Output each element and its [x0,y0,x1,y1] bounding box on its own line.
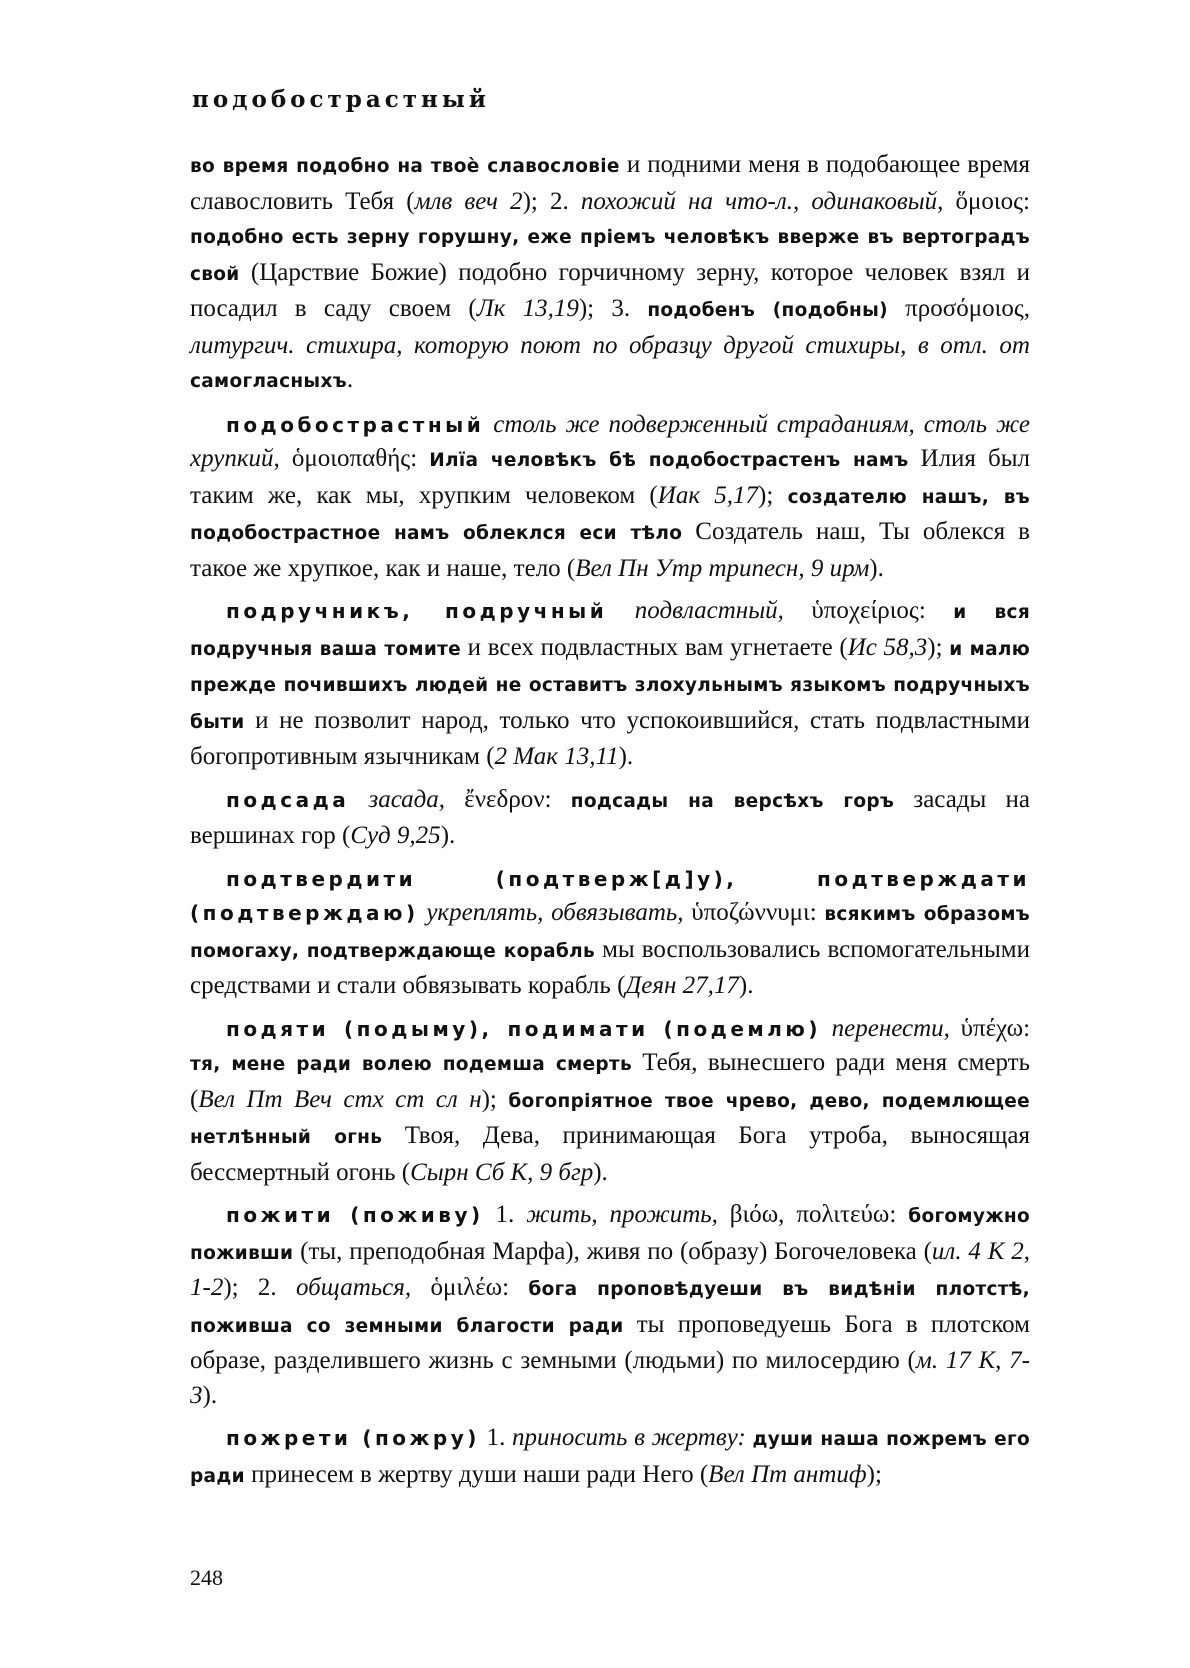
plain-text: ); [927,633,950,661]
plain-text: (Царствие Божие) подобно горчичному зерну, которое человек взял и посадил в саду своем ( [190,258,1030,322]
headword: пожити (поживу) [226,1203,484,1227]
plain-text: ). [869,554,884,582]
italic-text: Иак 5,17 [657,481,759,509]
plain-text: Тебя, вынесшего ради меня смерть ( [190,1049,1030,1113]
plain-text: Илия был таким же, как мы, хрупким человеком ( [190,445,1031,509]
plain-text: (ты, преподобная Марфа), живя по (образу) Богочеловека ( [293,1237,932,1265]
slavonic-quote: подсады на версѣхъ горъ [570,790,895,812]
slavonic-quote: бога проповѣдуеши въ видѣніи плотстѣ, поживша со земными благости ради [190,1279,1031,1337]
plain-text: ). [440,822,456,849]
plain-text: и всех подвластных вам угнетаете ( [460,633,848,661]
italic-text: перенести, [831,1014,961,1042]
plain-text: ); 2. [522,187,581,215]
entry-podyati [190,1012,1030,1191]
plain-text: ὁμοιοπαθής: [291,445,430,472]
headword: пожрети (пожру) [226,1426,480,1450]
italic-text: Лк 13,19 [476,295,579,322]
headword: подсада [226,787,350,812]
plain-text: ). [593,1158,608,1186]
entry-pozhiti [190,1198,1030,1413]
slavonic-quote: подобно есть зерну горушну, еже пріемъ человѣкъ вверже въ вертоградъ свой [190,227,1030,285]
slavonic-quote: Илїа человѣкъ бѣ подобострастенъ намъ [429,450,909,471]
dictionary-text [190,148,1030,1502]
italic-text: подвластный, [634,597,812,624]
italic-text: приносить в жертву: [512,1424,753,1451]
plain-text [349,786,368,813]
italic-text: литургич. стихира, которую поют по образцу другой стихиры, в отл. от [190,331,1030,359]
italic-text: укреплять, обвязывать, [426,899,692,926]
entry-podsada [190,783,1030,854]
plain-text: ἔνεδρον: [464,785,571,813]
entry-continuation [190,148,1030,400]
italic-text: Ис 58,3 [847,633,928,661]
plain-text: и не позволит народ, только что успокоившийся, стать подвластными богопротивным язычникам ( [190,706,1030,770]
plain-text: ). [202,1381,218,1409]
italic-text: похожий на что-л., одинаковый, [580,187,956,215]
italic-text: Суд 9,25 [350,822,441,849]
plain-text: ты проповедуешь Бога в плотском образе, разделившего жизнь с земными (людьми) по милосердию ( [190,1310,1030,1374]
plain-text: 1. [479,1424,512,1451]
plain-text: Создатель наш, Ты облекся в такое же хрупкое, как и наше, тело ( [190,518,1030,582]
slavonic-quote: самогласныхъ [190,371,347,392]
plain-text: ὁμιλέω: [430,1274,529,1301]
headword: подяти (подыму), подимати (подемлю) [226,1016,821,1041]
entry-podobostrastnyi [190,408,1030,587]
plain-text: ); [481,1085,509,1113]
italic-text: общаться, [295,1274,431,1301]
slavonic-quote: и вся подручныя ваша томите [190,602,1030,660]
slavonic-quote: подобенъ (подобны) [647,300,888,321]
entry-pozhreti [190,1421,1030,1494]
plain-text: ). [618,743,634,770]
entry-podtverditi [190,862,1030,1004]
headword: подручникъ, подручный [226,599,608,623]
plain-text: Твоя, Дева, принимающая Бога утроба, выносящая бессмертный огонь ( [190,1122,1030,1186]
plain-text: βιόω, πολιτεύω: [729,1201,909,1228]
plain-text: засады на вершинах гор ( [190,785,1030,849]
plain-text [607,597,635,624]
plain-text: ὑποζώννυμι: [691,899,825,926]
italic-text: Вел Пн Утр трипесн, 9 ирм [575,554,870,582]
italic-text: Вел Пт антиф [708,1460,867,1488]
slavonic-quote: богопріятное твое чрево, дево, подемлющее нетлѣнный огнь [190,1090,1030,1148]
plain-text: ὅμοιος: [955,187,1030,215]
plain-text: принесем в жертву души наши ради Него ( [244,1460,709,1488]
running-head: подобострастный [192,86,490,113]
plain-text: . [346,366,354,393]
italic-text: засада, [368,785,465,813]
plain-text: и подними меня в подобающее время славословить Тебя ( [190,151,1030,215]
plain-text: ὑποχείριος: [811,597,954,624]
slavonic-quote: богомужно поживши [190,1206,1031,1264]
entry-podruchnik [190,594,1030,775]
plain-text: ); [758,481,788,509]
slavonic-quote: души наша пожремъ его ради [190,1429,1030,1487]
plain-text [484,411,493,438]
plain-text: ). [738,972,754,999]
slavonic-quote: тя, мене ради волею подемша смерть [190,1054,632,1075]
plain-text: 1. [483,1201,527,1228]
italic-text: 2 Мак 13,11 [494,743,619,770]
italic-text: м. 17 К, 7-3 [190,1347,1030,1409]
plain-text: мы воспользовались вспомогательными средствами и стали обвязывать корабль ( [190,935,1030,999]
slavonic-quote: создателю нашъ, въ подобострастное намъ облеклся еси тѣло [190,486,1030,544]
slavonic-quote: во время подобно на твоѐ славословіе [190,156,620,177]
slavonic-quote: и малю прежде почившихъ людей не оставитъ злохульнымъ языкомъ подручныхъ быти [190,638,1031,733]
plain-text: ); 3. [578,295,648,322]
headword: подтвердити (подтверж[д]у), подтверждати (подтверждаю) [190,866,1030,925]
italic-text: столь же подверженный страданиям, столь же хрупкий, [190,410,1031,472]
italic-text: жить, прожить, [526,1201,730,1228]
page-number: 248 [190,1565,223,1590]
plain-text [821,1015,832,1042]
italic-text: ил. 4 К 2, 1-2 [190,1237,1030,1301]
italic-text: Вел Пт Веч стх ст сл н [198,1085,482,1113]
italic-text: млв веч 2 [414,187,523,215]
italic-text: Деян 27,17 [625,972,739,999]
plain-text: ); [866,1460,882,1488]
slavonic-quote: всякимъ образомъ помогаху, подтверждающе корабль [190,904,1031,962]
italic-text: Сырн Сб К, 9 бгр [410,1158,594,1186]
headword: подобострастный [226,412,485,437]
plain-text: προσόμοιος, [887,295,1030,322]
plain-text: ); 2. [223,1274,296,1301]
plain-text: ὑπέχω: [960,1014,1031,1042]
